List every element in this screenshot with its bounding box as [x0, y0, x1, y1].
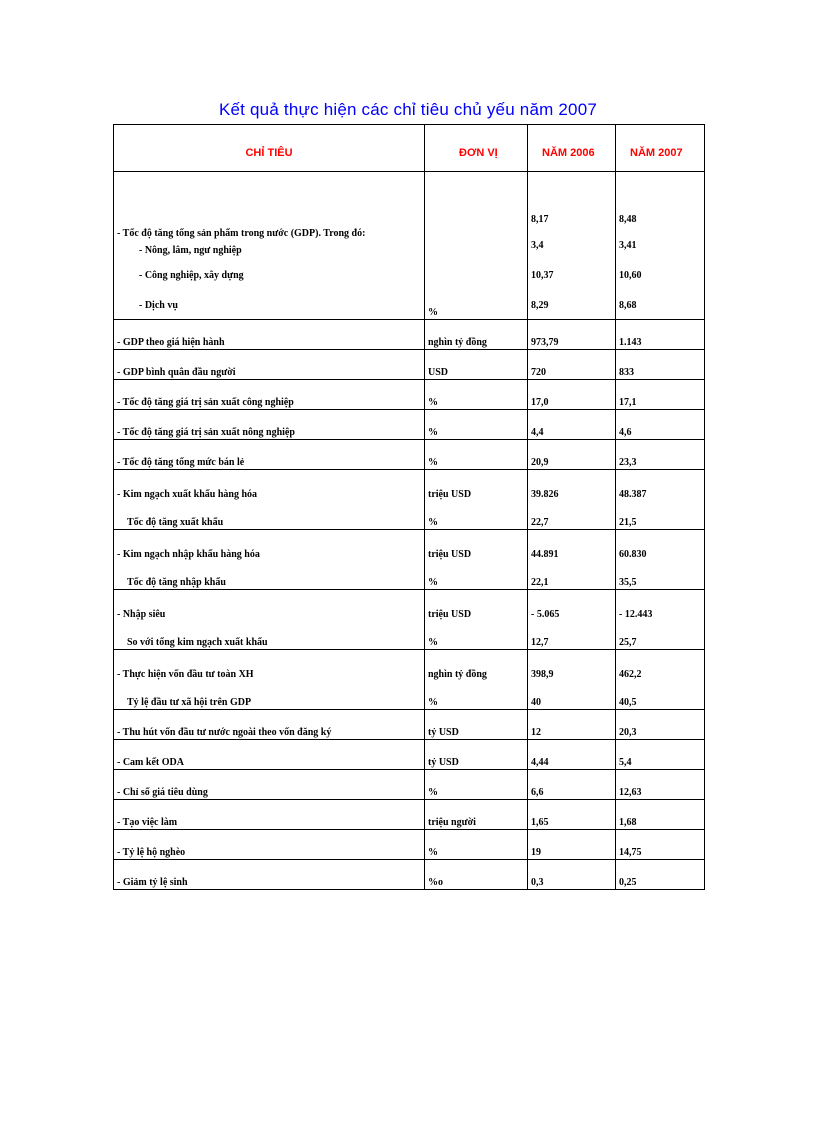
value-2006: 8,29: [531, 300, 549, 311]
table-row: [114, 740, 705, 770]
cell-indicator: [114, 530, 425, 590]
cell-2006: [528, 172, 616, 320]
cell-indicator: - GDP bình quân đầu người: [114, 350, 425, 380]
cell-unit: %o: [425, 860, 528, 890]
cell-2007: 0,25: [616, 860, 705, 890]
cell-indicator: [114, 650, 425, 710]
cell-indicator: [114, 470, 425, 530]
cell-2006: 0,3: [528, 860, 616, 890]
table-row: [114, 320, 705, 350]
cell-indicator: - Chỉ số giá tiêu dùng: [114, 770, 425, 800]
value-2007: - 12.443: [619, 609, 653, 620]
value-2006: 22,1: [531, 577, 549, 588]
value-2006: 8,17: [531, 214, 549, 225]
cell-2006: [528, 470, 616, 530]
cell-2007: [616, 650, 705, 710]
table-row-pair: [114, 470, 705, 530]
table-row-pair: [114, 650, 705, 710]
header-unit: ĐƠN VỊ: [425, 125, 528, 172]
cell-unit: tỷ USD: [425, 710, 528, 740]
cell-indicator: - Tốc độ tăng giá trị sản xuất công nghiệp: [114, 380, 425, 410]
cell-2006: 20,9: [528, 440, 616, 470]
cell-2007: 1,68: [616, 800, 705, 830]
cell-2006: 6,6: [528, 770, 616, 800]
table-row-pair: [114, 530, 705, 590]
gdp-sub-industry: - Công nghiệp, xây dựng: [139, 270, 244, 281]
pair-sublabel: So với tổng kim ngạch xuất khẩu: [127, 637, 268, 648]
value-2006: 40: [531, 697, 541, 708]
cell-indicator: - Tỷ lệ hộ nghèo: [114, 830, 425, 860]
cell-unit: %: [425, 440, 528, 470]
cell-unit: %: [425, 380, 528, 410]
value-2007: 25,7: [619, 637, 637, 648]
table-row: [114, 410, 705, 440]
cell-2007: 12,63: [616, 770, 705, 800]
cell-2006: [528, 530, 616, 590]
pair-sublabel: Tỷ lệ đầu tư xã hội trên GDP: [127, 697, 252, 708]
value-2007: 8,68: [619, 300, 637, 311]
header-year-2007: NĂM 2007: [616, 125, 705, 172]
value-2006: 10,37: [531, 270, 554, 281]
pair-unit: triệu USD: [428, 489, 472, 500]
table-row: [114, 830, 705, 860]
cell-indicator: - Tốc độ tăng tổng mức bán lẻ: [114, 440, 425, 470]
pair-label: - Thực hiện vốn đầu tư toàn XH: [117, 669, 254, 680]
cell-unit: [425, 650, 528, 710]
table-row: [114, 800, 705, 830]
cell-indicator: - GDP theo giá hiện hành: [114, 320, 425, 350]
cell-2007: 17,1: [616, 380, 705, 410]
cell-unit: [425, 470, 528, 530]
value-2007: 60.830: [619, 549, 647, 560]
table-header-row: [114, 125, 705, 172]
results-table: [113, 124, 705, 890]
cell-unit: %: [425, 172, 528, 320]
cell-unit: triệu người: [425, 800, 528, 830]
cell-2006: [528, 650, 616, 710]
pair-unit: triệu USD: [428, 609, 472, 620]
cell-2006: 1,65: [528, 800, 616, 830]
cell-indicator: [114, 172, 425, 320]
cell-unit: tỷ USD: [425, 740, 528, 770]
value-2006: - 5.065: [531, 609, 560, 620]
value-2007: 40,5: [619, 697, 637, 708]
cell-2007: 833: [616, 350, 705, 380]
table-row: [114, 380, 705, 410]
value-2006: 3,4: [531, 240, 544, 251]
pair-subunit: %: [428, 697, 438, 708]
cell-indicator: - Cam kết ODA: [114, 740, 425, 770]
pair-subunit: %: [428, 517, 438, 528]
value-2006: 39.826: [531, 489, 559, 500]
cell-2006: 973,79: [528, 320, 616, 350]
cell-unit: nghìn tỷ đồng: [425, 320, 528, 350]
cell-2007: 20,3: [616, 710, 705, 740]
value-2007: 48.387: [619, 489, 647, 500]
cell-2007: [616, 470, 705, 530]
cell-2007: 14,75: [616, 830, 705, 860]
cell-unit: %: [425, 770, 528, 800]
pair-subunit: %: [428, 637, 438, 648]
pair-sublabel: Tốc độ tăng nhập khẩu: [127, 577, 226, 588]
table-row: [114, 350, 705, 380]
cell-unit: [425, 590, 528, 650]
table-row: [114, 710, 705, 740]
cell-2007: [616, 590, 705, 650]
value-2006: 22,7: [531, 517, 549, 528]
cell-2006: 12: [528, 710, 616, 740]
pair-label: - Nhập siêu: [117, 609, 166, 620]
pair-label: - Kim ngạch nhập khẩu hàng hóa: [117, 549, 260, 560]
value-2007: 462,2: [619, 669, 642, 680]
value-2007: 8,48: [619, 214, 637, 225]
cell-2007: 1.143: [616, 320, 705, 350]
value-2007: 3,41: [619, 240, 637, 251]
cell-indicator: - Thu hút vốn đầu tư nước ngoài theo vốn đăng ký: [114, 710, 425, 740]
value-2007: 35,5: [619, 577, 637, 588]
table-row-pair: [114, 590, 705, 650]
page-title: Kết quả thực hiện các chỉ tiêu chủ yếu năm 2007: [218, 100, 597, 119]
cell-2007: 4,6: [616, 410, 705, 440]
cell-2007: 5,4: [616, 740, 705, 770]
table-row-gdp-growth: [114, 172, 705, 320]
cell-indicator: - Tạo việc làm: [114, 800, 425, 830]
table-row: [114, 440, 705, 470]
gdp-sub-agriculture: - Nông, lâm, ngư nghiệp: [139, 245, 242, 256]
pair-sublabel: Tốc độ tăng xuất khẩu: [127, 517, 224, 528]
cell-indicator: - Tốc độ tăng giá trị sản xuất nông nghiệp: [114, 410, 425, 440]
cell-unit: %: [425, 830, 528, 860]
value-2006: 398,9: [531, 669, 554, 680]
cell-2006: [528, 590, 616, 650]
gdp-growth-label: - Tốc độ tăng tổng sản phẩm trong nước (GDP). Trong đó:: [117, 228, 366, 239]
cell-unit: USD: [425, 350, 528, 380]
value-2006: 44.891: [531, 549, 559, 560]
header-year-2006: NĂM 2006: [528, 125, 616, 172]
cell-2007: 23,3: [616, 440, 705, 470]
cell-2007: [616, 172, 705, 320]
cell-indicator: [114, 590, 425, 650]
value-2006: 12,7: [531, 637, 549, 648]
pair-subunit: %: [428, 577, 438, 588]
gdp-sub-services: - Dịch vụ: [139, 300, 178, 311]
cell-indicator: - Giảm tỷ lệ sinh: [114, 860, 425, 890]
pair-unit: nghìn tỷ đồng: [428, 669, 487, 680]
cell-2006: 4,4: [528, 410, 616, 440]
header-indicator: CHỈ TIÊU: [114, 125, 425, 172]
table-row: [114, 860, 705, 890]
cell-2007: [616, 530, 705, 590]
cell-unit: [425, 530, 528, 590]
value-2007: 21,5: [619, 517, 637, 528]
cell-2006: 19: [528, 830, 616, 860]
cell-2006: 4,44: [528, 740, 616, 770]
cell-unit: %: [425, 410, 528, 440]
cell-2006: 17,0: [528, 380, 616, 410]
cell-2006: 720: [528, 350, 616, 380]
value-2007: 10,60: [619, 270, 642, 281]
table-row: [114, 770, 705, 800]
pair-unit: triệu USD: [428, 549, 472, 560]
pair-label: - Kim ngạch xuất khẩu hàng hóa: [117, 489, 258, 500]
